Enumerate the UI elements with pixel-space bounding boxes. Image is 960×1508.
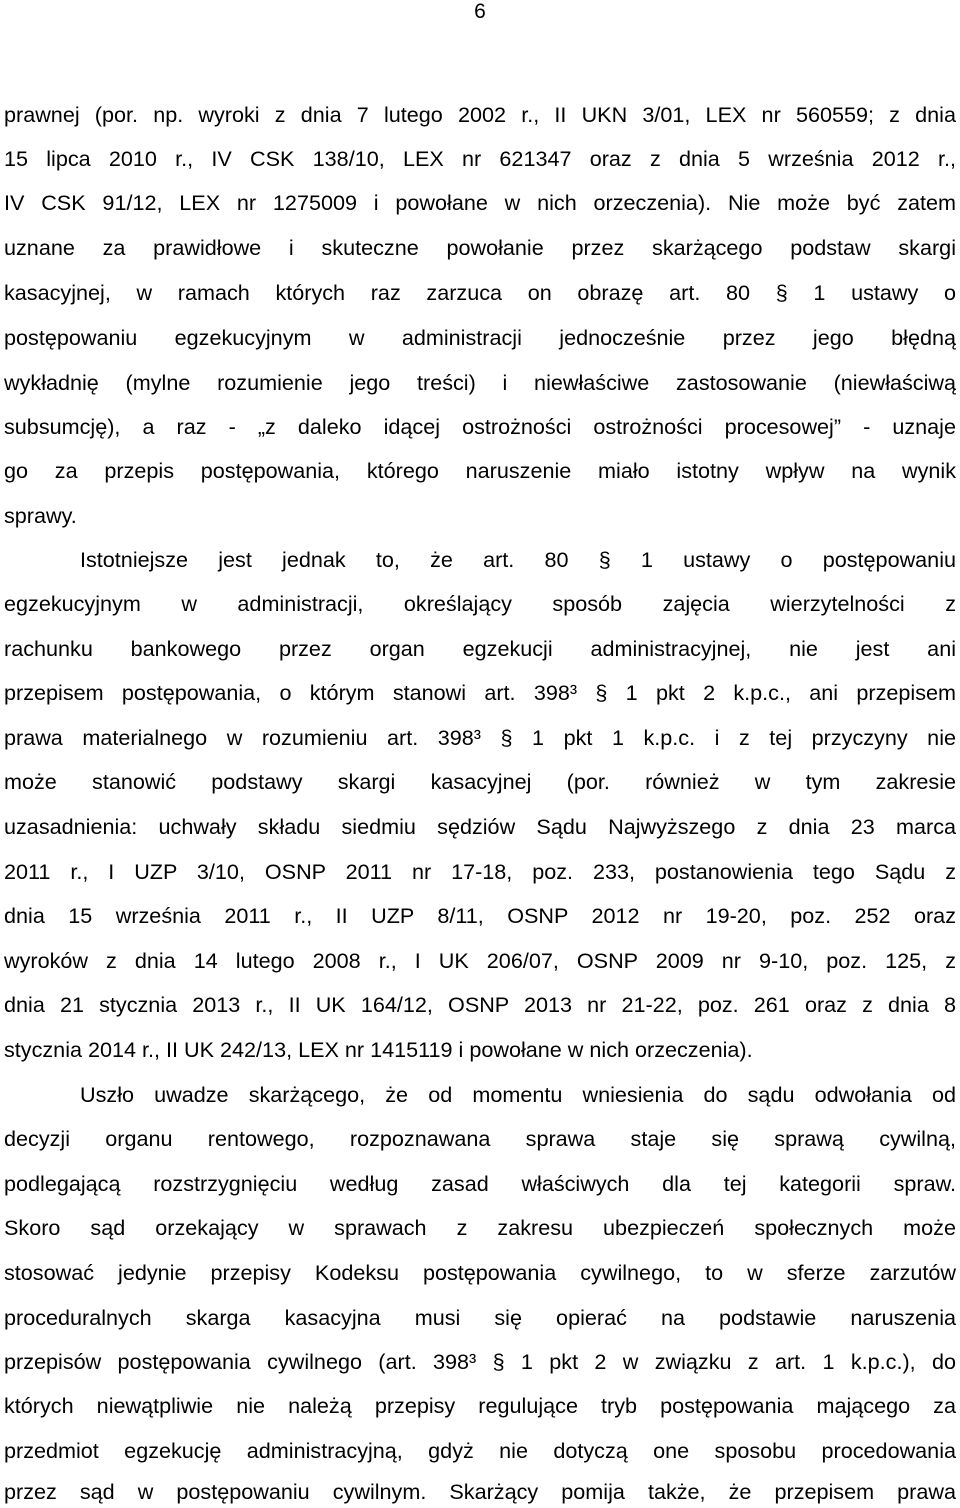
- text-line: dnia 21 stycznia 2013 r., II UK 164/12, OSNP 2013 nr 21-22, poz. 261 oraz z dnia 8: [4, 992, 956, 1017]
- text-line: go za przepis postępowania, którego naruszenie miało istotny wpływ na wynik: [4, 458, 956, 483]
- text-line: kasacyjnej, w ramach których raz zarzuca on obrazę art. 80 § 1 ustawy o: [4, 280, 956, 305]
- text-line: których niewątpliwie nie należą przepisy regulujące tryb postępowania mającego za: [4, 1393, 956, 1418]
- text-line: wyroków z dnia 14 lutego 2008 r., I UK 206/07, OSNP 2009 nr 9-10, poz. 125, z: [4, 948, 956, 973]
- text-line: przedmiot egzekucję administracyjną, gdyż nie dotyczą one sposobu procedowania: [4, 1438, 956, 1463]
- text-line: przepisem postępowania, o którym stanowi art. 398³ § 1 pkt 2 k.p.c., ani przepisem: [4, 680, 956, 705]
- text-line: proceduralnych skarga kasacyjna musi się opierać na podstawie naruszenia: [4, 1305, 956, 1330]
- text-line: dnia 15 września 2011 r., II UZP 8/11, OSNP 2012 nr 19-20, poz. 252 oraz: [4, 903, 956, 928]
- text-line: 15 lipca 2010 r., IV CSK 138/10, LEX nr 621347 oraz z dnia 5 września 2012 r.,: [4, 146, 956, 171]
- text-line: przepisów postępowania cywilnego (art. 398³ § 1 pkt 2 w związku z art. 1 k.p.c.), do: [4, 1349, 956, 1374]
- text-line: decyzji organu rentowego, rozpoznawana sprawa staje się sprawą cywilną,: [4, 1126, 956, 1151]
- text-line: Istotniejsze jest jednak to, że art. 80 § 1 ustawy o postępowaniu: [80, 547, 956, 572]
- text-line: podlegającą rozstrzygnięciu według zasad właściwych dla tej kategorii spraw.: [4, 1171, 956, 1196]
- text-line: prawnej (por. np. wyroki z dnia 7 lutego 2002 r., II UKN 3/01, LEX nr 560559; z dnia: [4, 102, 956, 127]
- text-line: 2011 r., I UZP 3/10, OSNP 2011 nr 17-18, poz. 233, postanowienia tego Sądu z: [4, 859, 956, 884]
- text-line: stosować jedynie przepisy Kodeksu postępowania cywilnego, to w sferze zarzutów: [4, 1260, 956, 1285]
- text-line: egzekucyjnym w administracji, określający sposób zajęcia wierzytelności z: [4, 591, 956, 616]
- text-line: może stanowić podstawy skargi kasacyjnej (por. również w tym zakresie: [4, 769, 956, 794]
- text-line: IV CSK 91/12, LEX nr 1275009 i powołane w nich orzeczenia). Nie może być zatem: [4, 190, 956, 215]
- text-line: Skoro sąd orzekający w sprawach z zakresu ubezpieczeń społecznych może: [4, 1215, 956, 1240]
- text-line: stycznia 2014 r., II UK 242/13, LEX nr 1415119 i powołane w nich orzeczenia).: [4, 1037, 753, 1062]
- text-line: Uszło uwadze skarżącego, że od momentu wniesienia do sądu odwołania od: [80, 1082, 956, 1107]
- text-line: prawa materialnego w rozumieniu art. 398³ § 1 pkt 1 k.p.c. i z tej przyczyny nie: [4, 725, 956, 750]
- page-number: 6: [474, 0, 486, 23]
- text-line: sprawy.: [4, 503, 77, 528]
- text-line: wykładnię (mylne rozumienie jego treści) i niewłaściwe zastosowanie (niewłaściwą: [4, 370, 956, 395]
- text-line: subsumcję), a raz - „z daleko idącej ostrożności ostrożności procesowej” - uznaje: [4, 414, 956, 439]
- text-line: uznane za prawidłowe i skuteczne powołanie przez skarżącego podstaw skargi: [4, 235, 956, 260]
- text-line: uzasadnienia: uchwały składu siedmiu sędziów Sądu Najwyższego z dnia 23 marca: [4, 814, 956, 839]
- text-line: rachunku bankowego przez organ egzekucji administracyjnej, nie jest ani: [4, 636, 956, 661]
- text-line: przez sąd w postępowaniu cywilnym. Skarżący pomija także, że przepisem prawa: [4, 1479, 956, 1504]
- text-line: postępowaniu egzekucyjnym w administracji jednocześnie przez jego błędną: [4, 325, 956, 350]
